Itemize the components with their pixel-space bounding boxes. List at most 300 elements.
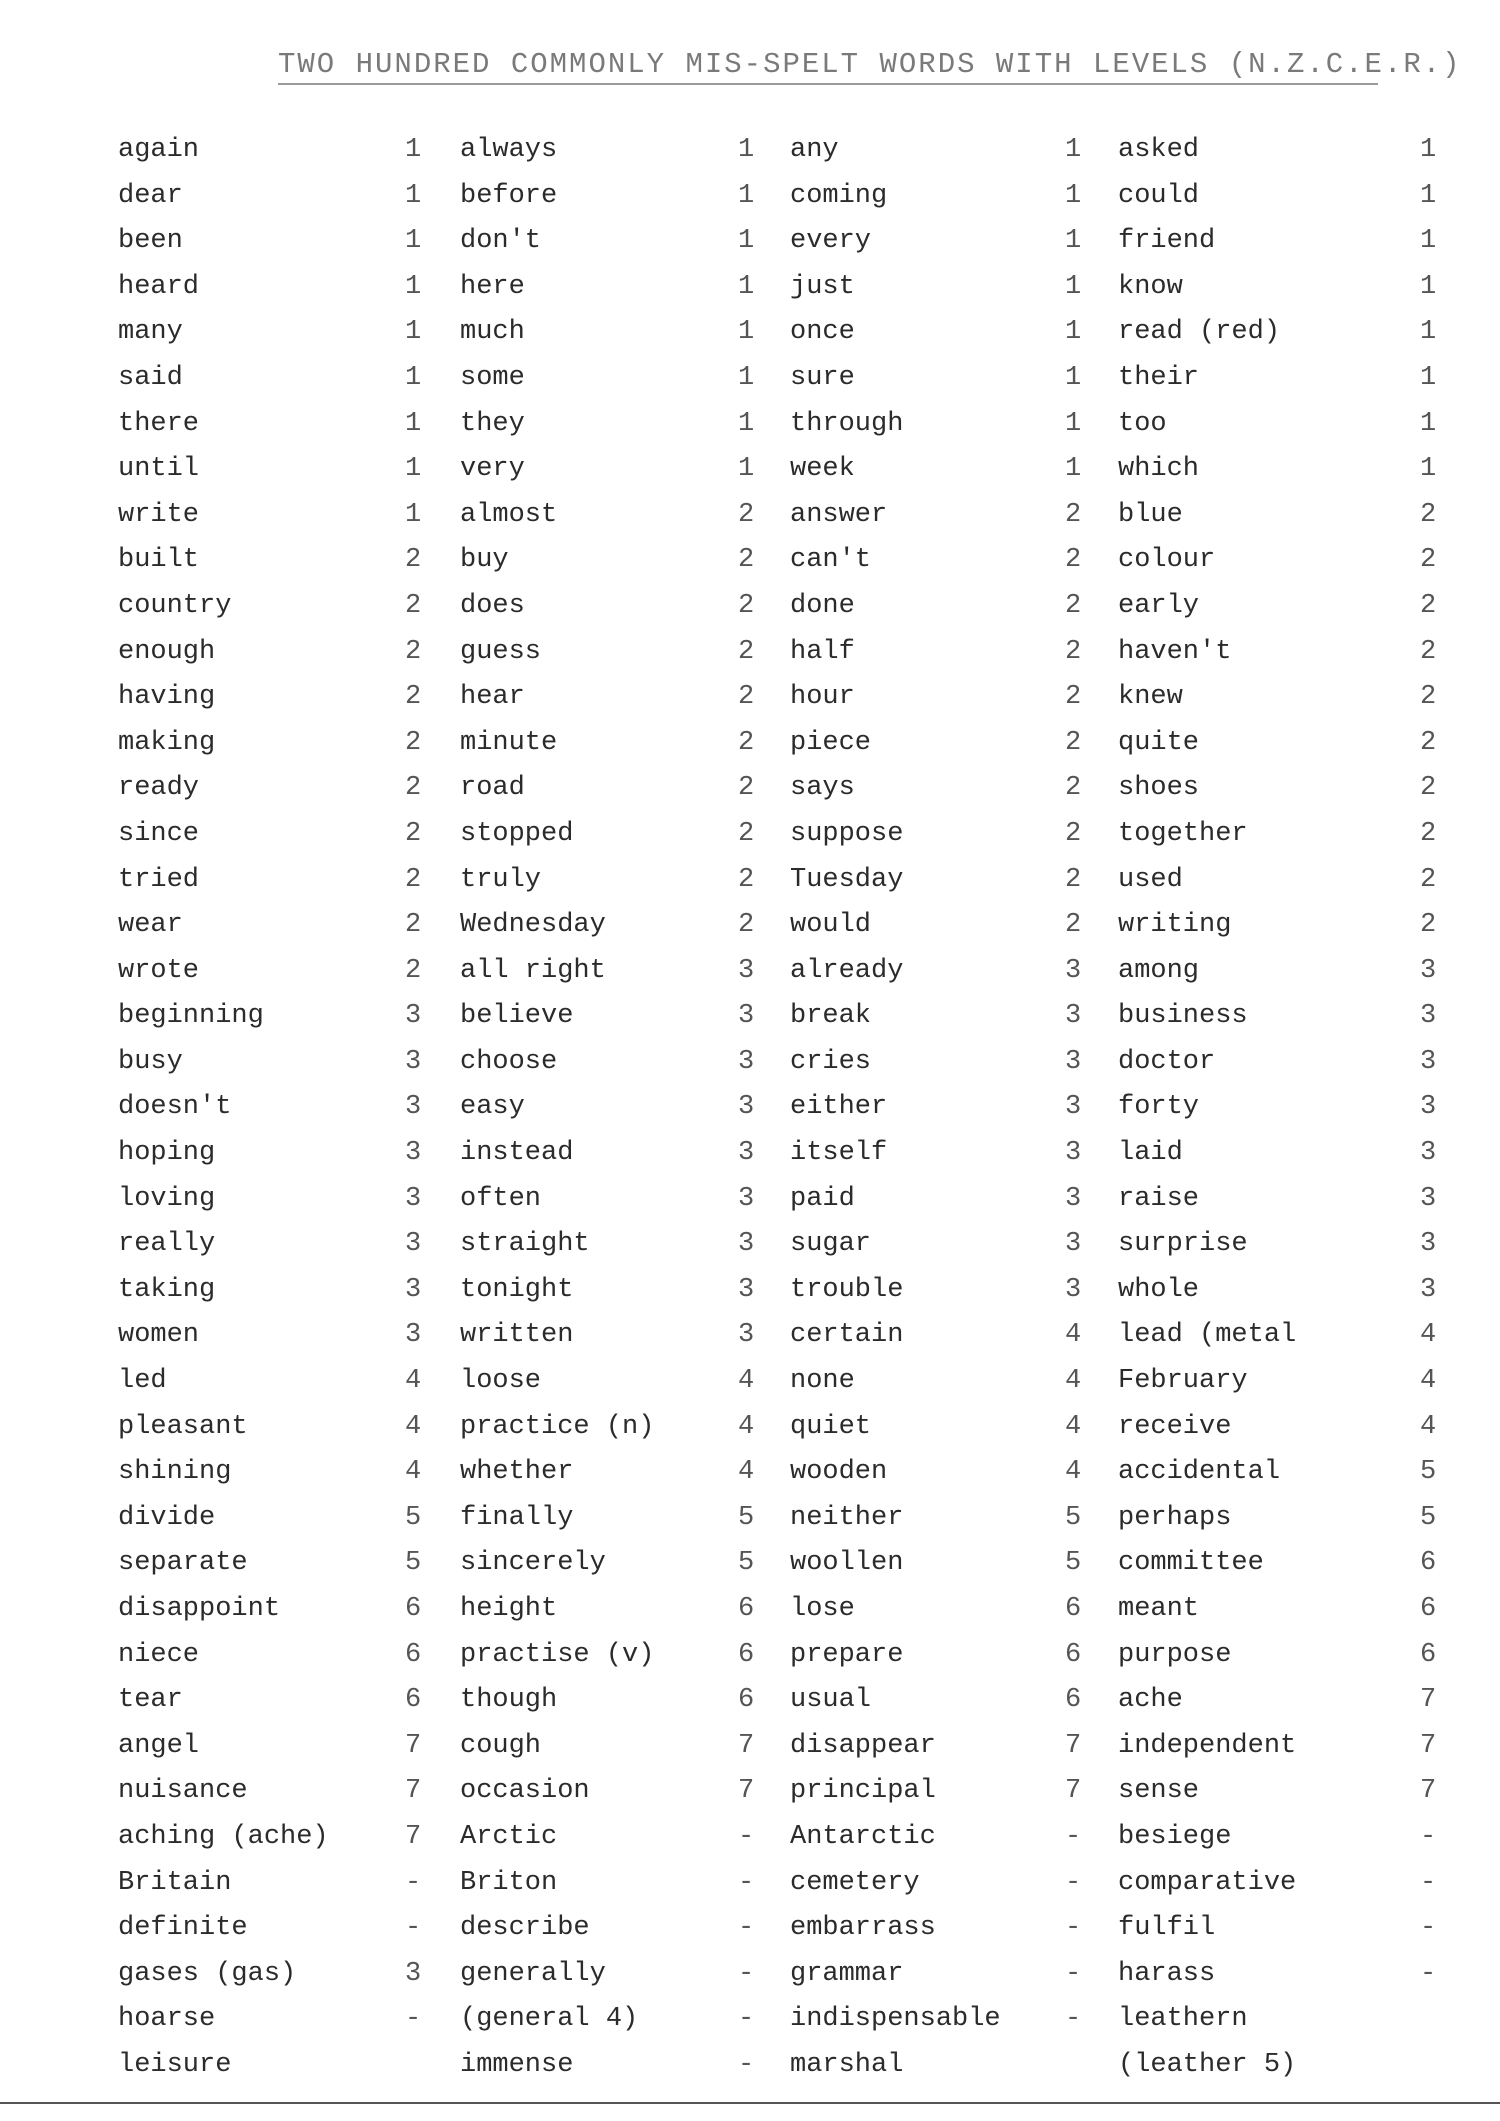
word: does	[460, 590, 525, 621]
word: doctor	[1118, 1046, 1216, 1077]
word: taking	[118, 1274, 216, 1305]
word: raise	[1118, 1183, 1200, 1214]
level: 3	[405, 1138, 422, 1169]
table-row	[0, 265, 1500, 311]
level: 2	[738, 590, 755, 621]
level: 3	[738, 955, 755, 986]
level: 2	[1065, 864, 1082, 895]
word: their	[1118, 362, 1200, 393]
level: 2	[1420, 499, 1437, 530]
word: sense	[1118, 1776, 1200, 1807]
level: 6	[405, 1594, 422, 1624]
word: certain	[790, 1320, 904, 1351]
level: 2	[1065, 727, 1082, 758]
word: writing	[1118, 910, 1232, 941]
level: 1	[1065, 135, 1082, 165]
word: any	[790, 135, 839, 165]
word: really	[118, 1229, 216, 1260]
level: 2	[1420, 727, 1437, 758]
word: haven't	[1118, 636, 1232, 667]
word: would	[790, 910, 872, 941]
word: hear	[460, 682, 525, 713]
level: 2	[1065, 499, 1082, 530]
level: 7	[405, 1776, 422, 1807]
word: asked	[1118, 135, 1200, 165]
table-row	[0, 766, 1500, 812]
level: 3	[1420, 1092, 1437, 1123]
table-row	[0, 356, 1500, 402]
word: which	[1118, 454, 1200, 485]
table-row	[0, 1222, 1500, 1268]
level: 3	[738, 1320, 755, 1351]
level: 1	[738, 317, 755, 348]
word: leisure	[118, 2049, 232, 2080]
word: principal	[790, 1776, 936, 1807]
level: 2	[405, 910, 422, 941]
level: 4	[1420, 1320, 1437, 1351]
word: independent	[1118, 1730, 1297, 1761]
word: among	[1118, 955, 1200, 986]
word: divide	[118, 1502, 216, 1533]
level: 3	[1065, 1229, 1082, 1260]
level: 3	[405, 1001, 422, 1032]
level: 2	[1420, 818, 1437, 849]
bottom-rule	[0, 2102, 1500, 2104]
level: 1	[1065, 180, 1082, 211]
level: 4	[1065, 1366, 1082, 1397]
table-row	[0, 310, 1500, 356]
table-row	[0, 538, 1500, 584]
word: Wednesday	[460, 910, 606, 941]
level: 2	[1420, 590, 1437, 621]
word: February	[1118, 1366, 1248, 1397]
level: 7	[405, 1821, 422, 1852]
level: 1	[405, 317, 422, 348]
level: 5	[1065, 1502, 1082, 1533]
level: 4	[1065, 1411, 1082, 1442]
word: none	[790, 1366, 855, 1397]
word: friend	[1118, 226, 1216, 257]
level: 2	[1065, 636, 1082, 667]
level: 3	[405, 1046, 422, 1077]
table-row	[0, 1313, 1500, 1359]
word: generally	[460, 1958, 606, 1989]
word: cries	[790, 1046, 872, 1077]
level: 2	[738, 499, 755, 530]
word: either	[790, 1092, 888, 1123]
word: loving	[118, 1183, 216, 1214]
word: ready	[118, 773, 200, 804]
level: -	[1065, 1913, 1082, 1944]
word: guess	[460, 636, 542, 667]
level: 1	[738, 226, 755, 257]
level: 3	[1065, 1138, 1082, 1169]
level: -	[1420, 1913, 1437, 1944]
word: aching (ache)	[118, 1821, 329, 1852]
level: 2	[738, 545, 755, 576]
table-row	[0, 903, 1500, 949]
level: 1	[738, 454, 755, 485]
level: 1	[1420, 180, 1437, 211]
word: leathern	[1118, 2004, 1248, 2035]
level: 4	[738, 1411, 755, 1442]
word: practice (n)	[460, 1411, 655, 1442]
word-table	[0, 128, 1500, 2089]
level: 2	[405, 955, 422, 986]
word: road	[460, 773, 525, 804]
level: 2	[1420, 773, 1437, 804]
word: cough	[460, 1730, 542, 1761]
word: sure	[790, 362, 855, 393]
word: women	[118, 1320, 200, 1351]
word: every	[790, 226, 872, 257]
word: stopped	[460, 818, 574, 849]
word: ache	[1118, 1685, 1183, 1716]
level: 1	[1420, 408, 1437, 439]
word: shining	[118, 1457, 232, 1488]
table-row	[0, 1085, 1500, 1131]
level: 3	[1065, 1183, 1082, 1214]
level: 2	[1420, 545, 1437, 576]
word: tried	[118, 864, 200, 895]
table-row	[0, 447, 1500, 493]
word: just	[790, 271, 855, 302]
level: 3	[405, 1274, 422, 1305]
level: -	[738, 2049, 755, 2080]
level: 1	[1420, 135, 1437, 165]
level: 3	[738, 1046, 755, 1077]
table-row	[0, 1861, 1500, 1907]
word: minute	[460, 727, 558, 758]
level: -	[405, 2004, 422, 2035]
word: trouble	[790, 1274, 904, 1305]
level: 5	[1420, 1502, 1437, 1533]
word: again	[118, 135, 200, 165]
word: Tuesday	[790, 864, 904, 895]
level: 1	[738, 271, 755, 302]
level: 2	[1065, 590, 1082, 621]
word: Britain	[118, 1867, 232, 1898]
level: -	[738, 1867, 755, 1898]
word: break	[790, 1001, 872, 1032]
word: (general 4)	[460, 2004, 639, 2035]
word: too	[1118, 408, 1167, 439]
level: 3	[738, 1138, 755, 1169]
word: niece	[118, 1639, 200, 1670]
level: 2	[1065, 818, 1082, 849]
word: paid	[790, 1183, 855, 1214]
level: 2	[738, 727, 755, 758]
level: 1	[405, 226, 422, 257]
word: receive	[1118, 1411, 1232, 1442]
level: 1	[1420, 271, 1437, 302]
level: 2	[738, 682, 755, 713]
word: meant	[1118, 1594, 1200, 1624]
word: many	[118, 317, 183, 348]
level: 6	[405, 1685, 422, 1716]
level: -	[738, 1958, 755, 1989]
word: written	[460, 1320, 574, 1351]
word: busy	[118, 1046, 183, 1077]
table-row	[0, 1769, 1500, 1815]
table-row	[0, 1268, 1500, 1314]
level: 1	[405, 135, 422, 165]
word: could	[1118, 180, 1200, 211]
table-row	[0, 858, 1500, 904]
table-row	[0, 1496, 1500, 1542]
word: write	[118, 499, 200, 530]
level: 4	[1420, 1366, 1437, 1397]
level: 7	[738, 1776, 755, 1807]
word: hour	[790, 682, 855, 713]
level: 3	[1065, 1092, 1082, 1123]
level: 2	[405, 864, 422, 895]
level: 1	[1065, 226, 1082, 257]
table-row	[0, 1450, 1500, 1496]
word: quiet	[790, 1411, 872, 1442]
word: besiege	[1118, 1821, 1232, 1852]
level: 4	[738, 1457, 755, 1488]
word: used	[1118, 864, 1183, 895]
word: describe	[460, 1913, 590, 1944]
level: 3	[1065, 955, 1082, 986]
word: itself	[790, 1138, 888, 1169]
table-row	[0, 1952, 1500, 1998]
level: 2	[405, 818, 422, 849]
word: purpose	[1118, 1639, 1232, 1670]
table-row	[0, 174, 1500, 220]
table-row	[0, 1359, 1500, 1405]
word: all right	[460, 955, 606, 986]
word: whether	[460, 1457, 574, 1488]
level: -	[738, 1913, 755, 1944]
word: believe	[460, 1001, 574, 1032]
word: having	[118, 682, 216, 713]
word: definite	[118, 1913, 248, 1944]
table-row	[0, 1177, 1500, 1223]
level: -	[405, 1867, 422, 1898]
level: 1	[1420, 454, 1437, 485]
word: whole	[1118, 1274, 1200, 1305]
word: hoping	[118, 1138, 216, 1169]
word: cemetery	[790, 1867, 920, 1898]
word: surprise	[1118, 1229, 1248, 1260]
word: colour	[1118, 545, 1216, 576]
word: very	[460, 454, 525, 485]
level: 2	[1420, 682, 1437, 713]
word: lead (metal	[1118, 1320, 1297, 1351]
table-row	[0, 402, 1500, 448]
level: 1	[1420, 317, 1437, 348]
level: 3	[1420, 1046, 1437, 1077]
word: fulfil	[1118, 1913, 1216, 1944]
level: 5	[738, 1502, 755, 1533]
level: 7	[738, 1730, 755, 1761]
word: read (red)	[1118, 317, 1281, 348]
word: says	[790, 773, 855, 804]
level: 6	[738, 1685, 755, 1716]
level: 1	[405, 271, 422, 302]
word: grammar	[790, 1958, 904, 1989]
table-row	[0, 493, 1500, 539]
word: choose	[460, 1046, 558, 1077]
word: finally	[460, 1502, 574, 1533]
table-row	[0, 1724, 1500, 1770]
page-title: TWO HUNDRED COMMONLY MIS-SPELT WORDS WITH LEVELS (N.Z.C.E.R.)	[278, 48, 1378, 85]
level: 5	[738, 1548, 755, 1579]
level: 6	[738, 1594, 755, 1624]
table-row	[0, 1815, 1500, 1861]
level: -	[1065, 1958, 1082, 1989]
table-row	[0, 1131, 1500, 1177]
word: wear	[118, 910, 183, 941]
level: 7	[405, 1730, 422, 1761]
word: practise (v)	[460, 1639, 655, 1670]
level: 1	[1420, 226, 1437, 257]
level: 6	[738, 1639, 755, 1670]
level: 1	[1420, 362, 1437, 393]
word: before	[460, 180, 558, 211]
level: 1	[738, 180, 755, 211]
level: 3	[738, 1001, 755, 1032]
table-row	[0, 812, 1500, 858]
word: piece	[790, 727, 872, 758]
level: 2	[738, 864, 755, 895]
word: once	[790, 317, 855, 348]
word: (leather 5)	[1118, 2049, 1297, 2080]
word: often	[460, 1183, 542, 1214]
level: 3	[738, 1274, 755, 1305]
level: 4	[405, 1457, 422, 1488]
level: -	[1065, 2004, 1082, 2035]
word: usual	[790, 1685, 872, 1716]
level: 5	[1065, 1548, 1082, 1579]
word: here	[460, 271, 525, 302]
level: 3	[1420, 1229, 1437, 1260]
word: said	[118, 362, 183, 393]
level: -	[738, 1821, 755, 1852]
level: -	[738, 2004, 755, 2035]
level: 2	[1065, 545, 1082, 576]
level: 3	[405, 1958, 422, 1989]
word: enough	[118, 636, 216, 667]
word: loose	[460, 1366, 542, 1397]
word: suppose	[790, 818, 904, 849]
level: 3	[1420, 1274, 1437, 1305]
word: pleasant	[118, 1411, 248, 1442]
level: 2	[1420, 910, 1437, 941]
level: 1	[405, 180, 422, 211]
level: 2	[1420, 864, 1437, 895]
level: 2	[405, 590, 422, 621]
word: half	[790, 636, 855, 667]
table-row	[0, 1587, 1500, 1633]
level: 6	[1065, 1639, 1082, 1670]
word: neither	[790, 1502, 904, 1533]
level: 3	[405, 1320, 422, 1351]
table-row	[0, 1678, 1500, 1724]
level: 3	[1420, 1183, 1437, 1214]
word: buy	[460, 545, 509, 576]
word: through	[790, 408, 904, 439]
word: blue	[1118, 499, 1183, 530]
level: 4	[738, 1366, 755, 1397]
level: 4	[405, 1366, 422, 1397]
level: 4	[1420, 1411, 1437, 1442]
table-row	[0, 128, 1500, 174]
word: built	[118, 545, 200, 576]
word: though	[460, 1685, 558, 1716]
word: shoes	[1118, 773, 1200, 804]
level: 2	[405, 727, 422, 758]
word: embarrass	[790, 1913, 936, 1944]
word: until	[118, 454, 200, 485]
word: gases (gas)	[118, 1958, 297, 1989]
word: tear	[118, 1685, 183, 1716]
level: 2	[1065, 682, 1082, 713]
level: 6	[1420, 1548, 1437, 1579]
level: 5	[405, 1502, 422, 1533]
word: nuisance	[118, 1776, 248, 1807]
word: forty	[1118, 1092, 1200, 1123]
word: harass	[1118, 1958, 1216, 1989]
word: can't	[790, 545, 872, 576]
level: 1	[1065, 454, 1082, 485]
table-row	[0, 1906, 1500, 1952]
level: 1	[405, 499, 422, 530]
word: easy	[460, 1092, 525, 1123]
level: 1	[1065, 362, 1082, 393]
table-row	[0, 1997, 1500, 2043]
table-row	[0, 1040, 1500, 1086]
level: 4	[405, 1411, 422, 1442]
level: 1	[1065, 317, 1082, 348]
word: since	[118, 818, 200, 849]
word: tonight	[460, 1274, 574, 1305]
level: 6	[405, 1639, 422, 1670]
word: doesn't	[118, 1092, 232, 1123]
table-row	[0, 675, 1500, 721]
word: indispensable	[790, 2004, 1001, 2035]
word: sincerely	[460, 1548, 606, 1579]
level: 6	[1420, 1639, 1437, 1670]
level: 2	[1420, 636, 1437, 667]
word: lose	[790, 1594, 855, 1624]
table-row	[0, 1405, 1500, 1451]
word: answer	[790, 499, 888, 530]
level: 6	[1420, 1594, 1437, 1624]
word: laid	[1118, 1138, 1183, 1169]
word: knew	[1118, 682, 1183, 713]
level: 3	[405, 1183, 422, 1214]
word: disappoint	[118, 1594, 281, 1624]
level: 1	[1065, 408, 1082, 439]
table-row	[0, 1541, 1500, 1587]
level: 1	[405, 408, 422, 439]
level: 3	[738, 1092, 755, 1123]
word: don't	[460, 226, 542, 257]
level: 1	[738, 408, 755, 439]
word: know	[1118, 271, 1183, 302]
word: dear	[118, 180, 183, 211]
level: 3	[738, 1229, 755, 1260]
word: woollen	[790, 1548, 904, 1579]
word: hoarse	[118, 2004, 216, 2035]
word: comparative	[1118, 1867, 1297, 1898]
word: Briton	[460, 1867, 558, 1898]
level: 2	[405, 636, 422, 667]
level: 5	[405, 1548, 422, 1579]
